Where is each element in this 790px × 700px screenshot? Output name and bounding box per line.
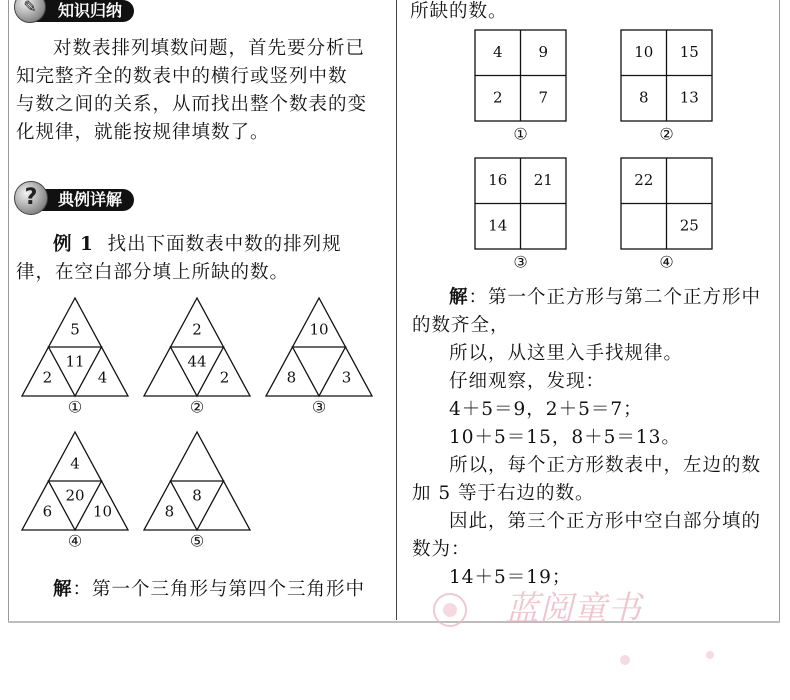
square-figure xyxy=(475,158,566,272)
watermark-dot xyxy=(620,655,630,665)
triangle-label: ③ xyxy=(311,397,327,417)
watermark-dot xyxy=(706,651,714,659)
triangle-figures xyxy=(0,290,396,560)
right-solution-line: 所以，从这里入手找规律。 xyxy=(449,343,684,364)
triangle-top-value: 5 xyxy=(70,320,80,339)
question-mark-glyph: ? xyxy=(24,185,38,210)
square-cell-value: 10 xyxy=(634,42,654,61)
solution-text: ：第一个三角形与第四个三角形中 xyxy=(72,579,366,600)
triangle-center-value: 20 xyxy=(65,486,85,505)
lightbulb-icon: ✎ xyxy=(14,0,46,23)
triangle-left-value: 2 xyxy=(42,368,53,387)
right-solution xyxy=(412,284,778,592)
triangle-right-value: 10 xyxy=(93,502,113,521)
right-solution-line: ：第一个正方形与第二个正方形中 xyxy=(468,287,762,308)
solution-label: 解 xyxy=(53,579,73,600)
triangle-right-value: 3 xyxy=(341,368,352,387)
right-solution-line: 数为： xyxy=(412,539,471,560)
right-solution-line: 4＋5＝9，2＋5＝7； xyxy=(449,399,643,420)
right-solution-line: 的数齐全， xyxy=(412,315,510,336)
square-cell-value: 9 xyxy=(538,42,549,61)
section-title-examples: 典例详解 xyxy=(58,190,123,209)
watermark-flower-center xyxy=(443,603,457,617)
triangle-figure xyxy=(22,298,128,417)
square-cell-value: 21 xyxy=(533,170,553,189)
right-solution-line: 因此，第三个正方形中空白部分填的 xyxy=(449,511,762,532)
triangle-left-value: 6 xyxy=(42,502,53,521)
square-label: ① xyxy=(513,124,528,144)
triangle-label: ① xyxy=(67,397,83,417)
summary-paragraph xyxy=(16,35,388,147)
square-cell-value: 4 xyxy=(492,42,503,61)
triangle-label: ⑤ xyxy=(189,531,205,551)
triangle-left-value: 8 xyxy=(164,502,175,521)
example-label: 例 1 xyxy=(53,234,94,255)
square-cell-value: 8 xyxy=(638,88,649,107)
square-label: ③ xyxy=(513,252,528,272)
square-cell-value: 2 xyxy=(492,88,503,107)
square-cell-value: 13 xyxy=(679,88,699,107)
square-cell-value: 15 xyxy=(679,42,699,61)
right-solution-line: 10＋5＝15，8＋5＝13。 xyxy=(449,427,681,448)
right-solution-line: 14＋5＝19； xyxy=(449,567,572,588)
square-figures xyxy=(396,20,780,280)
triangle-figure xyxy=(266,298,372,417)
triangle-label: ④ xyxy=(67,531,83,551)
right-top-line: 所缺的数。 xyxy=(410,1,508,22)
square-figure xyxy=(621,30,712,144)
summary-line: 知完整齐全的数表中的横行或竖列中数 xyxy=(16,66,348,87)
square-cell-value: 22 xyxy=(634,170,654,189)
triangle-inner xyxy=(293,347,346,396)
square-cell-value: 16 xyxy=(488,170,508,189)
triangle-figure xyxy=(144,298,250,417)
summary-line: 化规律，就能按规律填数了。 xyxy=(16,122,270,143)
example-line2: 律，在空白部分填上所缺的数。 xyxy=(16,262,290,283)
left-solution xyxy=(16,576,388,604)
triangle-figure xyxy=(144,432,250,551)
triangle-left-value: 8 xyxy=(286,368,297,387)
summary-line: 与数之间的关系，从而找出整个数表的变 xyxy=(16,94,368,115)
summary-line: 对数表排列填数问题，首先要分析已 xyxy=(53,38,366,59)
watermark-text: 蓝阅童书 xyxy=(505,589,641,629)
right-solution-line: 仔细观察，发现： xyxy=(449,371,606,392)
square-label: ② xyxy=(659,124,674,144)
triangle-top-value: 10 xyxy=(309,320,329,339)
square-cell-value: 25 xyxy=(679,216,699,235)
section-title-knowledge: 知识归纳 xyxy=(58,1,123,20)
triangle-center-value: 44 xyxy=(187,352,207,371)
triangle-center-value: 11 xyxy=(65,352,85,371)
triangle-top-value: 2 xyxy=(192,320,202,339)
watermark-logo xyxy=(410,560,780,690)
square-label: ④ xyxy=(659,252,674,272)
triangle-center-value: 8 xyxy=(192,486,202,505)
triangle-top-value: 4 xyxy=(70,454,80,473)
triangle-right-value: 4 xyxy=(97,368,108,387)
right-solution-label: 解 xyxy=(449,287,469,308)
triangle-figure xyxy=(22,432,128,551)
question-mark-icon xyxy=(14,181,48,215)
example-paragraph xyxy=(16,231,388,287)
triangle-label: ② xyxy=(189,397,205,417)
square-cell-value: 14 xyxy=(488,216,508,235)
square-figure xyxy=(475,30,566,144)
right-solution-line: 所以，每个正方形数表中，左边的数 xyxy=(449,455,762,476)
square-figure xyxy=(621,158,712,272)
right-solution-line: 加 5 等于右边的数。 xyxy=(412,483,595,504)
example-line1: 找出下面数表中数的排列规 xyxy=(107,234,342,255)
triangle-right-value: 2 xyxy=(219,368,230,387)
square-cell-value: 7 xyxy=(538,88,549,107)
